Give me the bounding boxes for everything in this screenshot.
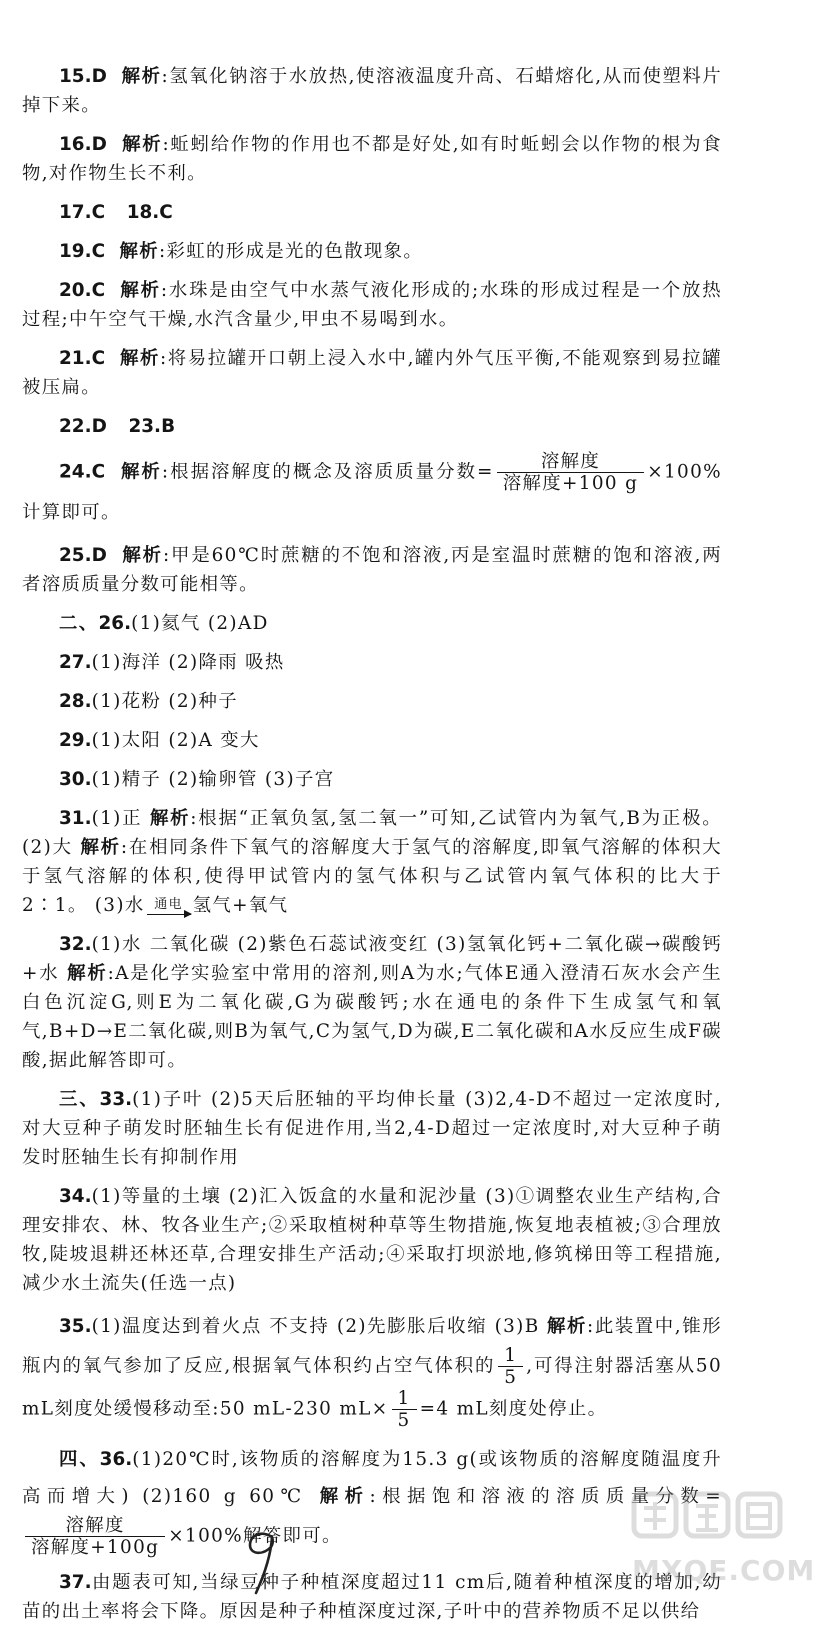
- reaction-condition: 通电: [154, 896, 183, 912]
- question-number: 30.: [59, 769, 92, 790]
- answer-text: (1)水 二氧化碳 (2)紫色石蕊试液变红 (3)氢氧化钙+二氧化碳→碳酸钙+水: [22, 934, 722, 984]
- watermark: [628, 1488, 815, 1598]
- analysis-label: 解析: [149, 808, 191, 829]
- analysis-text: :甲是60℃时蔗糖的不饱和溶液,丙是室温时蔗糖的饱和溶液,两者溶质质量分数可能相等。: [22, 545, 722, 595]
- answer-text: (1)子叶 (2)5天后胚轴的平均伸长量 (3)2,4-D不超过一定浓度时,对大豆种子萌发时胚轴生长有促进作用,当2,4-D超过一定浓度时,对大豆种子萌发时胚轴生长有抑制作用: [22, 1089, 723, 1168]
- fraction-numerator: 溶解度: [65, 1515, 125, 1536]
- answer-22-23: [22, 412, 722, 441]
- answer-32: [22, 930, 722, 1075]
- mass-fraction-formula: [497, 451, 644, 494]
- answer-text: 由题表可知,当绿豆种子种植深度超过11 cm后,随着种植深度的增加,幼苗的出土率将会下降。原因是种子种植深度过深,子叶中的营养物质不足以供给: [22, 1572, 722, 1622]
- fraction-one-fifth: [392, 1388, 417, 1431]
- question-number: 19.: [59, 241, 92, 262]
- answer-choice: D: [91, 134, 107, 155]
- answer-choice: D: [91, 545, 107, 566]
- answer-15: [22, 62, 722, 120]
- answer-25: [22, 541, 722, 599]
- analysis-text: :将易拉罐开口朝上浸入水中,罐内外气压平衡,不能观察到易拉罐被压扁。: [22, 348, 723, 398]
- analysis-label: 解析: [80, 837, 121, 858]
- answer-26: [22, 609, 722, 638]
- analysis-label: 解析: [67, 963, 108, 984]
- analysis-text: ×100%解答即可。: [168, 1525, 342, 1547]
- fraction-numerator: 1: [397, 1388, 411, 1409]
- question-number: 27.: [59, 652, 92, 673]
- analysis-text: :A是化学实验室中常用的溶剂,则A为水;气体E通入澄清石灰水会产生白色沉淀G,则E为二氧化碳,G为碳酸钙;水在通电的条件下生成氢气和氧气,B+D→E二氧化碳,则B为氧气,C为氢气,D为碳,E二氧化碳和A水反应生成F碳酸,据此解答即可。: [22, 963, 722, 1071]
- answer-text: (1)氦气 (2)AD: [131, 613, 269, 634]
- question-number: 16.: [59, 134, 92, 155]
- analysis-text: :彩虹的形成是光的色散现象。: [158, 241, 424, 262]
- analysis-text: :蚯蚓给作物的作用也不都是好处,如有时蚯蚓会以作物的根为食物,对作物生长不利。: [22, 134, 722, 184]
- analysis-label: 解析: [119, 241, 159, 262]
- fraction-denominator: 溶解度+100 g: [497, 472, 644, 494]
- watermark-text: MXQE.COM: [632, 1554, 815, 1587]
- answer-text: (1)太阳 (2)A 变大: [91, 730, 260, 751]
- answer-31: [22, 804, 722, 920]
- answer-35: [22, 1308, 722, 1431]
- question-number: 32.: [59, 934, 92, 955]
- fraction-denominator: 5: [498, 1366, 523, 1388]
- answer-36: [22, 1441, 722, 1558]
- analysis-label: 解析: [119, 348, 160, 369]
- handwritten-page-number: [238, 1527, 288, 1597]
- question-number: 36.: [99, 1449, 133, 1470]
- question-number: 34.: [59, 1186, 92, 1207]
- question-number: 33.: [99, 1089, 133, 1110]
- answer-28: [22, 687, 722, 716]
- answer-text: (1)温度达到着火点 不支持 (2)先膨胀后收缩 (3)B: [91, 1316, 548, 1337]
- question-number: 18.: [126, 202, 160, 223]
- analysis-text: :水珠是由空气中水蒸气液化形成的;水珠的形成过程是一个放热过程;中午空气干燥,水汽含量少,甲虫不易喝到水。: [22, 280, 722, 330]
- answer-choice: C: [91, 348, 106, 369]
- fraction-denominator: 5: [392, 1409, 417, 1431]
- watermark-logo-icon: [628, 1488, 788, 1550]
- section-marker: 四、: [59, 1449, 100, 1470]
- answer-choice: D: [91, 416, 107, 437]
- section-marker: 三、: [59, 1089, 100, 1110]
- question-number: 17.: [59, 202, 92, 223]
- analysis-text: =4 mL刻度处停止。: [419, 1398, 608, 1420]
- answer-text: (1)花粉 (2)种子: [91, 691, 238, 712]
- answer-17-18: [22, 198, 722, 227]
- question-number: 15.: [59, 66, 92, 87]
- answer-16: [22, 130, 722, 188]
- analysis-text: 氢气+氧气: [192, 895, 289, 916]
- fraction-denominator: 溶解度+100g: [25, 1536, 165, 1558]
- answer-choice: D: [91, 66, 107, 87]
- answer-34: [22, 1182, 722, 1298]
- answer-text: (1)海洋 (2)降雨 吸热: [91, 652, 285, 673]
- question-number: 22.: [59, 416, 92, 437]
- answer-21: [22, 344, 722, 402]
- analysis-label: 解析: [547, 1316, 588, 1337]
- answer-page: [22, 62, 722, 1636]
- answer-text: (1)正: [91, 808, 150, 829]
- question-number: 29.: [59, 730, 92, 751]
- analysis-text: ,可得注射器活塞从50 mL刻度处缓慢移动至:50 mL-230 mL×: [22, 1355, 722, 1420]
- answer-choice: B: [161, 416, 176, 437]
- analysis-label: 解析: [120, 280, 161, 301]
- analysis-label: 解析: [319, 1486, 370, 1507]
- answer-choice: C: [91, 461, 106, 483]
- answer-30: [22, 765, 722, 794]
- question-number: 37.: [59, 1572, 92, 1593]
- answer-29: [22, 726, 722, 755]
- question-number: 26.: [98, 613, 132, 634]
- analysis-text: ×100%计算即可。: [22, 461, 722, 523]
- question-number: 25.: [59, 545, 92, 566]
- question-number: 24.: [59, 461, 92, 483]
- answer-37: [22, 1568, 722, 1626]
- question-number: 20.: [59, 280, 92, 301]
- question-number: 28.: [59, 691, 92, 712]
- analysis-text: :根据溶解度的概念及溶质质量分数=: [161, 461, 494, 483]
- question-number: 31.: [59, 808, 92, 829]
- answer-choice: C: [159, 202, 173, 223]
- answer-choice: C: [91, 241, 106, 262]
- analysis-text: :氢氧化钠溶于水放热,使溶液温度升高、石蜡熔化,从而使塑料片掉下来。: [22, 66, 723, 116]
- analysis-label: 解析: [120, 461, 162, 483]
- analysis-text: :根据“正氧负氢,氢二氧一”可知,乙试管内为氧气,B为正极。 (2)大: [22, 808, 722, 858]
- fraction-numerator: 溶解度: [540, 451, 601, 472]
- question-number: 21.: [59, 348, 92, 369]
- fraction-numerator: 1: [504, 1345, 518, 1366]
- answer-choice: C: [91, 202, 106, 223]
- answer-text: (1)20℃时,该物质的溶解度为15.3 g(或该物质的溶解度随温度升高而增大) (2)160 g 60℃: [22, 1449, 722, 1507]
- arrow-line: [147, 914, 191, 915]
- answer-27: [22, 648, 722, 677]
- answer-text: (1)等量的土壤 (2)汇入饭盒的水量和泥沙量 (3)①调整农业生产结构,合理安排农、林、牧各业生产;②采取植树种草等生物措施,恢复地表植被;③合理放牧,陡坡退耕还林还草,合理安排生产活动;④采取打坝淤地,修筑梯田等工程措施,减少水土流失(任选一点): [22, 1186, 722, 1294]
- saturated-fraction-formula: [25, 1515, 165, 1558]
- analysis-label: 解析: [122, 134, 163, 155]
- answer-20: [22, 276, 722, 334]
- answer-text: (1)精子 (2)输卵管 (3)子宫: [91, 769, 335, 790]
- answer-24: [22, 451, 722, 531]
- analysis-text: :此装置中,锥形瓶内的氧气参加了反应,根据氧气体积约占空气体积的: [22, 1316, 722, 1377]
- section-marker: 二、: [59, 613, 99, 634]
- answer-33: [22, 1085, 722, 1172]
- answer-19: [22, 237, 722, 266]
- analysis-label: 解析: [121, 66, 162, 87]
- analysis-text: :在相同条件下氧气的溶解度大于氢气的溶解度,即氧气溶解的体积大于氢气溶解的体积,使得甲试管内的氢气体积与乙试管内氧气体积的比大于2∶1。 (3)水: [22, 837, 722, 916]
- reaction-arrow: [147, 898, 191, 915]
- question-number: 23.: [128, 416, 162, 437]
- analysis-text: :根据饱和溶液的溶质质量分数=: [369, 1486, 723, 1507]
- fraction-one-fifth: [498, 1345, 523, 1388]
- question-number: 35.: [59, 1316, 92, 1337]
- answer-choice: C: [91, 280, 106, 301]
- analysis-label: 解析: [122, 545, 163, 566]
